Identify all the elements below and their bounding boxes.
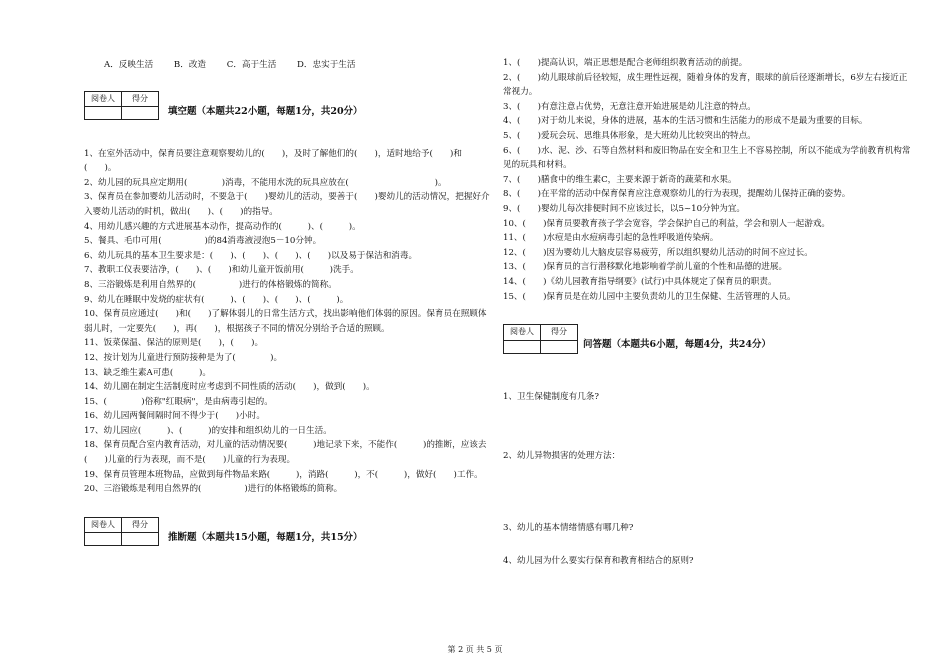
fill-section-title: 填空题（本题共22小题，每题1分，共20分）	[168, 105, 363, 117]
judge-q14: 14、( )《幼儿园教育指导纲要》(试行)中具体规定了保育员的职责。	[503, 276, 777, 287]
option-b: B．改造	[173, 60, 207, 70]
score-box-score: 得分	[122, 91, 159, 107]
fill-q4: 4、用幼儿感兴趣的方式进展基本动作，提高动作的( )、( )。	[84, 221, 361, 232]
judge-questions	[503, 56, 913, 304]
qa-q3: 3、幼儿的基本情绪情感有哪几种?	[503, 523, 634, 534]
judge-q11: 11、( )水痘是由水痘病毒引起的急性呼吸道传染病。	[503, 233, 719, 244]
judge-q2: 2、( )幼儿眼球前后径较短，成生理性远视，随着身体的发育，眼球的前后径逐渐增长，6岁左右接近正常视力。	[503, 72, 908, 98]
fill-q5: 5、餐具、毛巾可用( )的84消毒液浸泡5－10分钟。	[84, 236, 322, 247]
fill-q11: 11、饭菜保温、保洁的原则是( )，( )。	[84, 338, 264, 349]
judge-q9: 9、( )婴幼儿每次排便时间不应该过长，以5~10分钟为宜。	[503, 203, 746, 214]
score-box	[84, 517, 159, 547]
fill-q7: 7、教职工仪表要洁净，( )、( )和幼儿童开饭前用( )洗手。	[84, 265, 359, 276]
fill-q20: 20、三浴锻炼是利用自然界的( )进行的体格锻炼的简称。	[84, 484, 343, 495]
options-line	[104, 58, 494, 73]
score-box-reviewer: 阅卷人	[504, 325, 541, 341]
qa-q1: 1、卫生保健制度有几条?	[503, 392, 600, 403]
fill-q3: 3、保育员在参加婴幼儿活动时，不要急于( )婴幼儿的活动，要善于( )婴幼儿的活动情况，把握好介入婴幼儿活动的时机，做出( )、( )的指导。	[84, 192, 490, 217]
fill-q18: 18、保育员配合室内教育活动，对儿童的活动情况要( )地记录下来，不能作( )的推断，应该去( )儿童的行为表现，而不是( )儿童的行为表现。	[84, 440, 487, 466]
score-box-reviewer: 阅卷人	[85, 517, 122, 533]
option-d: D．忠实于生活	[297, 60, 356, 70]
fill-q1: 1、在室外活动中，保育员要注意观察婴幼儿的( )，及时了解他们的( )，适时地给予( )和( )。	[84, 148, 462, 174]
score-box	[503, 324, 578, 354]
qa-section-header	[503, 324, 913, 358]
fill-q16: 16、幼儿园两餐间隔时间不得少于( )小时。	[84, 411, 265, 422]
fill-q19: 19、保育员管理本班物品，应做到每件物品来路( )，消路( )，不( )，做好( )工作。	[84, 469, 483, 480]
score-box-score: 得分	[541, 325, 578, 341]
judge-q3: 3、( )有意注意占优势，无意注意开始进展是幼儿注意的特点。	[503, 101, 756, 112]
fill-q9: 9、幼儿在睡眠中发烧的症状有( )、( )、( )、( )。	[84, 294, 349, 305]
fill-questions	[84, 147, 494, 497]
qa-q2: 2、幼儿异物损害的处理方法：	[503, 450, 621, 461]
left-column	[84, 56, 494, 551]
fill-q8: 8、三浴锻炼是利用自然界的( )进行的体格锻炼的简称。	[84, 279, 337, 290]
judge-section-title: 推断题（本题共15小题，每题1分，共15分）	[168, 531, 363, 543]
judge-q5: 5、( )爱玩会玩、思维具体形象，是大班幼儿比较突出的特点。	[503, 130, 756, 141]
option-a: A．反映生活	[104, 60, 154, 70]
fill-section-header	[84, 91, 494, 125]
fill-q17: 17、幼儿园应( )、( )的安排和组织幼儿的一日生活。	[84, 425, 332, 436]
fill-q13: 13、缺乏维生素A可患( )。	[84, 367, 211, 378]
judge-section-header	[84, 517, 494, 551]
fill-q2: 2、幼儿园的玩具应定期用( )消毒，不能用水洗的玩具应放在( )。	[84, 177, 447, 188]
right-column	[503, 56, 913, 568]
page-footer: 第 2 页 共 5 页	[447, 645, 503, 654]
judge-q1: 1、( )提高认识，端正思想是配合老师组织教育活动的前提。	[503, 58, 748, 68]
fill-q10: 10、保育员应通过( )和( )了解体弱儿的日常生活方式，找出影响他们体弱的原因。保育员在照顾体弱儿时，一定要先( )，再( )，根据孩子不同的情况分别给予合适的照顾。	[84, 309, 487, 334]
fill-q15: 15、( )俗称"红眼病"，是由病毒引起的。	[84, 396, 273, 407]
judge-q6: 6、( )水、泥、沙、石等自然材料和废旧物品在安全和卫生上不容易控制，所以不能成为学前教育机构常见的玩具和材料。	[503, 145, 911, 171]
fill-q6: 6、幼儿玩具的基本卫生要求是：( )、( )、( )、( )以及易于保洁和消毒。	[84, 250, 418, 261]
judge-q10: 10、( )保育员要教育孩子学会宽容，学会保护自己的利益，学会和别人一起游戏。	[503, 218, 831, 229]
judge-q8: 8、( )在平常的活动中保育保育应注意观察幼儿的行为表现，提醒幼儿保持正确的姿势。	[503, 189, 851, 200]
score-box	[84, 91, 159, 121]
judge-q7: 7、( )膳食中的维生素C，主要来源于新奇的蔬菜和水果。	[503, 174, 737, 185]
judge-q15: 15、( )保育员是在幼儿园中主要负责幼儿的卫生保健、生活管理的人员。	[503, 291, 796, 302]
judge-q12: 12、( )因为婴幼儿大脑皮层容易疲劳，所以组织婴幼儿活动的时间不应过长。	[503, 247, 813, 258]
judge-q4: 4、( )对于幼儿来说，身体的进展，基本的生活习惯和生活能力的形成不是最为重要的目标。	[503, 116, 868, 127]
score-box-reviewer: 阅卷人	[85, 91, 122, 107]
option-c: C．高于生活	[226, 60, 277, 70]
qa-q4: 4、幼儿园为什么要实行保育和教育相结合的原则?	[503, 555, 694, 566]
qa-section-title: 问答题（本题共6小题，每题4分，共24分）	[583, 339, 771, 351]
fill-q14: 14、幼儿園在制定生活制度时应考虑到不同性质的活动( )，做到( )。	[84, 382, 375, 393]
score-box-score: 得分	[122, 517, 159, 533]
fill-q12: 12、按计划为儿童进行预防接种是为了( )。	[84, 352, 283, 363]
judge-q13: 13、( )保育员的言行潜移默化地影响着学前儿童的个性和品德的进展。	[503, 262, 788, 273]
